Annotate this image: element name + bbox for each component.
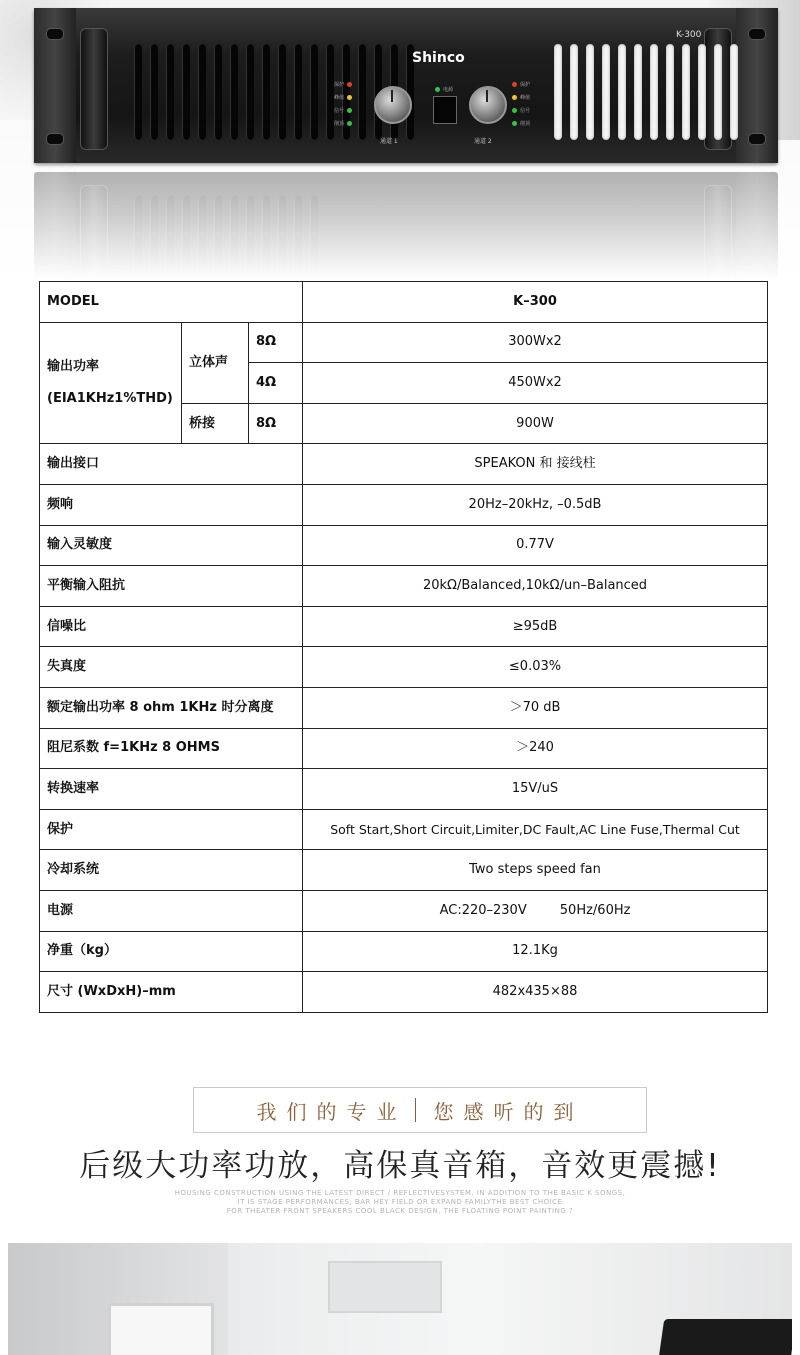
spec-label: 信噪比 bbox=[40, 606, 303, 647]
slogan-divider bbox=[415, 1098, 416, 1122]
spec-label: 尺寸 (WxDxH)–mm bbox=[40, 972, 303, 1013]
product-photo bbox=[0, 0, 800, 280]
gain-knob-channel-2[interactable] bbox=[469, 86, 507, 124]
spec-value: 20Hz–20kHz, –0.5dB bbox=[303, 484, 768, 525]
power-value: 450Wx2 bbox=[303, 363, 768, 404]
room-window bbox=[108, 1303, 214, 1355]
led-indicator-icon bbox=[435, 87, 440, 92]
spec-label: 失真度 bbox=[40, 647, 303, 688]
power-value: 900W bbox=[303, 403, 768, 444]
table-row bbox=[40, 890, 768, 931]
amplifier-front-panel bbox=[34, 8, 778, 163]
impedance-cell: 8Ω bbox=[249, 403, 303, 444]
spec-value: Soft Start,Short Circuit,Limiter,DC Fault,AC Line Fuse,Thermal Cut bbox=[303, 809, 768, 850]
model-value: K–300 bbox=[303, 282, 768, 323]
spec-label: 冷却系统 bbox=[40, 850, 303, 891]
spec-value: 12.1Kg bbox=[303, 931, 768, 972]
spec-value: AC:220–230V 50Hz/60Hz bbox=[303, 890, 768, 931]
spec-table bbox=[39, 281, 768, 1013]
spec-value: ＞240 bbox=[303, 728, 768, 769]
spec-value: ＞70 dB bbox=[303, 687, 768, 728]
spec-value: ≤0.03% bbox=[303, 647, 768, 688]
spec-value: 482x435×88 bbox=[303, 972, 768, 1013]
spec-label: 频响 bbox=[40, 484, 303, 525]
headline: 后级大功率功放，高保真音箱，音效更震撼! bbox=[79, 1148, 721, 1184]
rack-hole bbox=[748, 28, 766, 40]
spec-value: 0.77V bbox=[303, 525, 768, 566]
table-row bbox=[40, 444, 768, 485]
rack-hole bbox=[46, 133, 64, 145]
led-indicator-icon bbox=[512, 121, 517, 126]
impedance-cell: 8Ω bbox=[249, 322, 303, 363]
vent-grille-right bbox=[554, 44, 738, 140]
brand-logo: Shinco bbox=[412, 50, 465, 66]
channel-2-label: 通道 2 bbox=[474, 138, 492, 145]
table-row bbox=[40, 728, 768, 769]
spec-value: SPEAKON 和 接线柱 bbox=[303, 444, 768, 485]
rack-ear-left bbox=[34, 8, 76, 163]
table-row bbox=[40, 931, 768, 972]
table-row bbox=[40, 322, 768, 363]
led-indicator-icon bbox=[347, 95, 352, 100]
table-row bbox=[40, 647, 768, 688]
rack-hole bbox=[46, 28, 64, 40]
output-power-label: 输出功率 (EIA1KHz1%THD) bbox=[40, 322, 182, 444]
stereo-label: 立体声 bbox=[182, 322, 249, 403]
led-indicator-icon bbox=[347, 108, 352, 113]
table-row bbox=[40, 606, 768, 647]
power-indicator: 电源 bbox=[435, 86, 453, 93]
power-value: 300Wx2 bbox=[303, 322, 768, 363]
table-row bbox=[40, 809, 768, 850]
table-row bbox=[40, 769, 768, 810]
spec-label: 保护 bbox=[40, 809, 303, 850]
amplifier-reflection bbox=[34, 172, 778, 280]
fine-print-line: IT IS STAGE PERFORMANCES, BAR HEY FIELD OR EXPAND FAMILYTHE BEST CHOICE bbox=[237, 1198, 563, 1206]
table-row bbox=[40, 282, 768, 323]
spec-label: 额定输出功率 8 ohm 1KHz 时分离度 bbox=[40, 687, 303, 728]
control-panel bbox=[334, 80, 544, 150]
led-indicator-icon bbox=[512, 95, 517, 100]
table-row bbox=[40, 850, 768, 891]
table-row bbox=[40, 972, 768, 1013]
power-switch[interactable] bbox=[433, 96, 457, 124]
slogan-right: 您感听的到 bbox=[433, 1099, 584, 1124]
led-indicator-icon bbox=[512, 108, 517, 113]
impedance-cell: 4Ω bbox=[249, 363, 303, 404]
spec-label: 输出接口 bbox=[40, 444, 303, 485]
led-indicator-icon bbox=[512, 82, 517, 87]
bridge-label: 桥接 bbox=[182, 403, 249, 444]
led-indicator-icon bbox=[347, 121, 352, 126]
spec-label: 净重（kg） bbox=[40, 931, 303, 972]
led-indicator-icon bbox=[347, 82, 352, 87]
table-row bbox=[40, 566, 768, 607]
spec-label: 阻尼系数 f=1KHz 8 OHMS bbox=[40, 728, 303, 769]
channel-1-label: 通道 1 bbox=[380, 138, 398, 145]
spec-label: 平衡输入阻抗 bbox=[40, 566, 303, 607]
rack-ear-right bbox=[736, 8, 778, 163]
model-label: MODEL bbox=[40, 282, 303, 323]
led-column-right: 保护 峰值 信号 削顶 bbox=[512, 80, 530, 128]
room-panel bbox=[328, 1261, 442, 1313]
spec-value: Two steps speed fan bbox=[303, 850, 768, 891]
spec-label: 输入灵敏度 bbox=[40, 525, 303, 566]
table-row bbox=[40, 687, 768, 728]
table-row bbox=[40, 525, 768, 566]
handle-left bbox=[80, 28, 108, 150]
spec-value: 20kΩ/Balanced,10kΩ/un–Balanced bbox=[303, 566, 768, 607]
spec-value: ≥95dB bbox=[303, 606, 768, 647]
fine-print-line: FOR THEATER FRONT SPEAKERS COOL BLACK DESIGN, THE FLOATING POINT PAINTING ? bbox=[226, 1207, 574, 1215]
speaker-cabinet bbox=[656, 1319, 792, 1355]
slogan-banner bbox=[193, 1087, 647, 1133]
fine-print-line: HOUSING CONSTRUCTION USING THE LATEST DIRECT / REFLECTIVESYSTEM. IN ADDITION TO THE BASIC K SONGS, bbox=[174, 1189, 626, 1197]
gain-knob-channel-1[interactable] bbox=[374, 86, 412, 124]
led-column-left: 保护 峰值 信号 削顶 bbox=[334, 80, 352, 128]
room-photo bbox=[8, 1243, 792, 1355]
slogan-left: 我们的专业 bbox=[256, 1099, 407, 1124]
spec-label: 转换速率 bbox=[40, 769, 303, 810]
spec-value: 15V/uS bbox=[303, 769, 768, 810]
model-tag: K-300 bbox=[676, 30, 702, 40]
spec-label: 电源 bbox=[40, 890, 303, 931]
table-row bbox=[40, 484, 768, 525]
rack-hole bbox=[748, 133, 766, 145]
